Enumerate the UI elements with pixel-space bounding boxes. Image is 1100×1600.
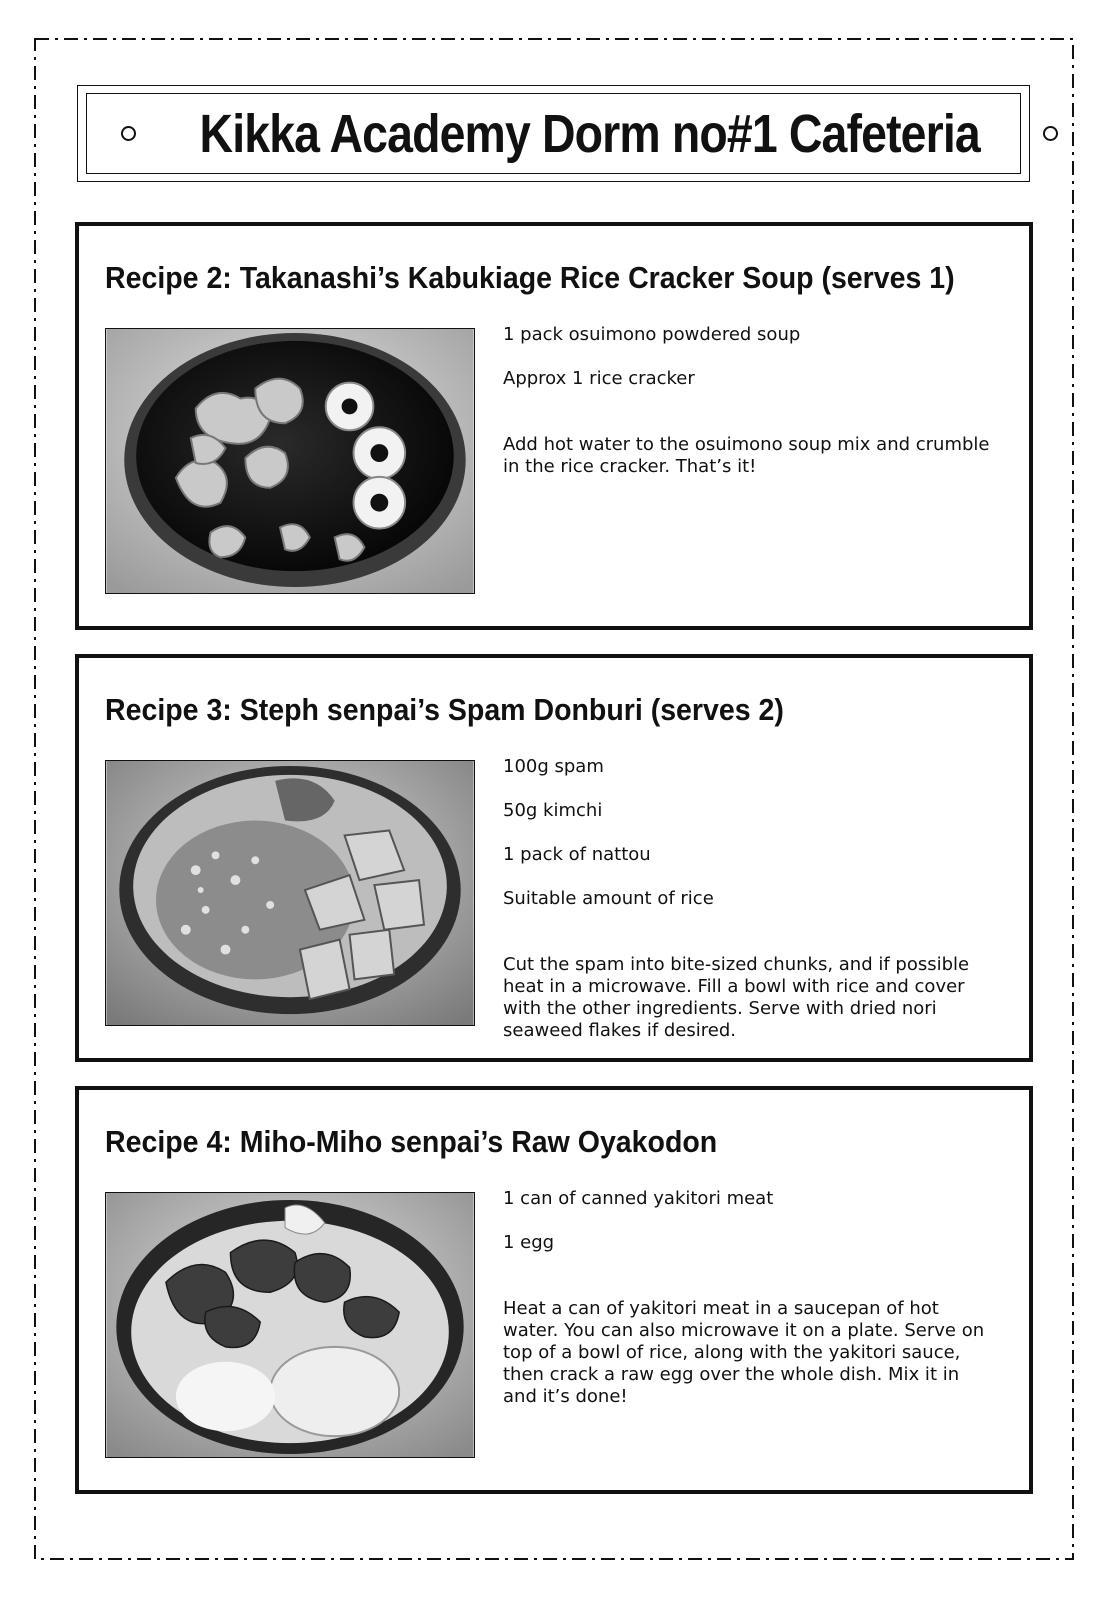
recipe-card-2 [75, 222, 1033, 630]
recipe-card-4 [75, 1086, 1033, 1494]
oyakodon-bowl-image [106, 1193, 474, 1457]
ingredient-list [503, 324, 1003, 412]
soup-bowl-image [106, 329, 474, 593]
ingredient-item: Approx 1 rice cracker [503, 368, 695, 389]
recipe-method: Add hot water to the osuimono soup mix and crumble in the rice cracker. That’s it! [503, 434, 990, 477]
ingredient-item: 1 can of canned yakitori meat [503, 1188, 774, 1209]
recipe-photo-oyakodon [105, 1192, 475, 1458]
ingredient-item: Suitable amount of rice [503, 888, 714, 909]
ingredient-item: 1 pack of nattou [503, 844, 651, 865]
recipe-title: Recipe 2: Takanashi’s Kabukiage Rice Cracker Soup (serves 1) [105, 260, 955, 295]
recipe-method: Heat a can of yakitori meat in a saucepan of hot water. You can also microwave it on a plate. Serve on top of a bowl of rice, along with the yakitori sauce, then crack a raw egg over the whole dish. Mix it in and it’s done! [503, 1298, 985, 1407]
recipe-method: Cut the spam into bite-sized chunks, and if possible heat in a microwave. Fill a bowl with rice and cover with the other ingredients. Serve with dried nori seaweed flakes if desired. [503, 954, 970, 1041]
ingredient-list [503, 756, 1003, 932]
title-banner-inner [86, 93, 1021, 174]
ingredient-item: 100g spam [503, 756, 604, 777]
ingredient-list [503, 1188, 1003, 1276]
recipe-title: Recipe 4: Miho-Miho senpai’s Raw Oyakodon [105, 1124, 718, 1159]
recipe-card-3 [75, 654, 1033, 1062]
title-banner [77, 85, 1030, 182]
recipe-photo-soup [105, 328, 475, 594]
recipe-photo-spam-donburi [105, 760, 475, 1026]
recipe-title: Recipe 3: Steph senpai’s Spam Donburi (serves 2) [105, 692, 784, 727]
ingredient-item: 1 pack osuimono powdered soup [503, 324, 801, 345]
ingredient-item: 1 egg [503, 1232, 555, 1253]
donburi-bowl-image [106, 761, 474, 1025]
ingredient-item: 50g kimchi [503, 800, 603, 821]
page-title: Kikka Academy Dorm no#1 Cafeteria [199, 103, 980, 164]
circle-left-icon [121, 126, 136, 141]
